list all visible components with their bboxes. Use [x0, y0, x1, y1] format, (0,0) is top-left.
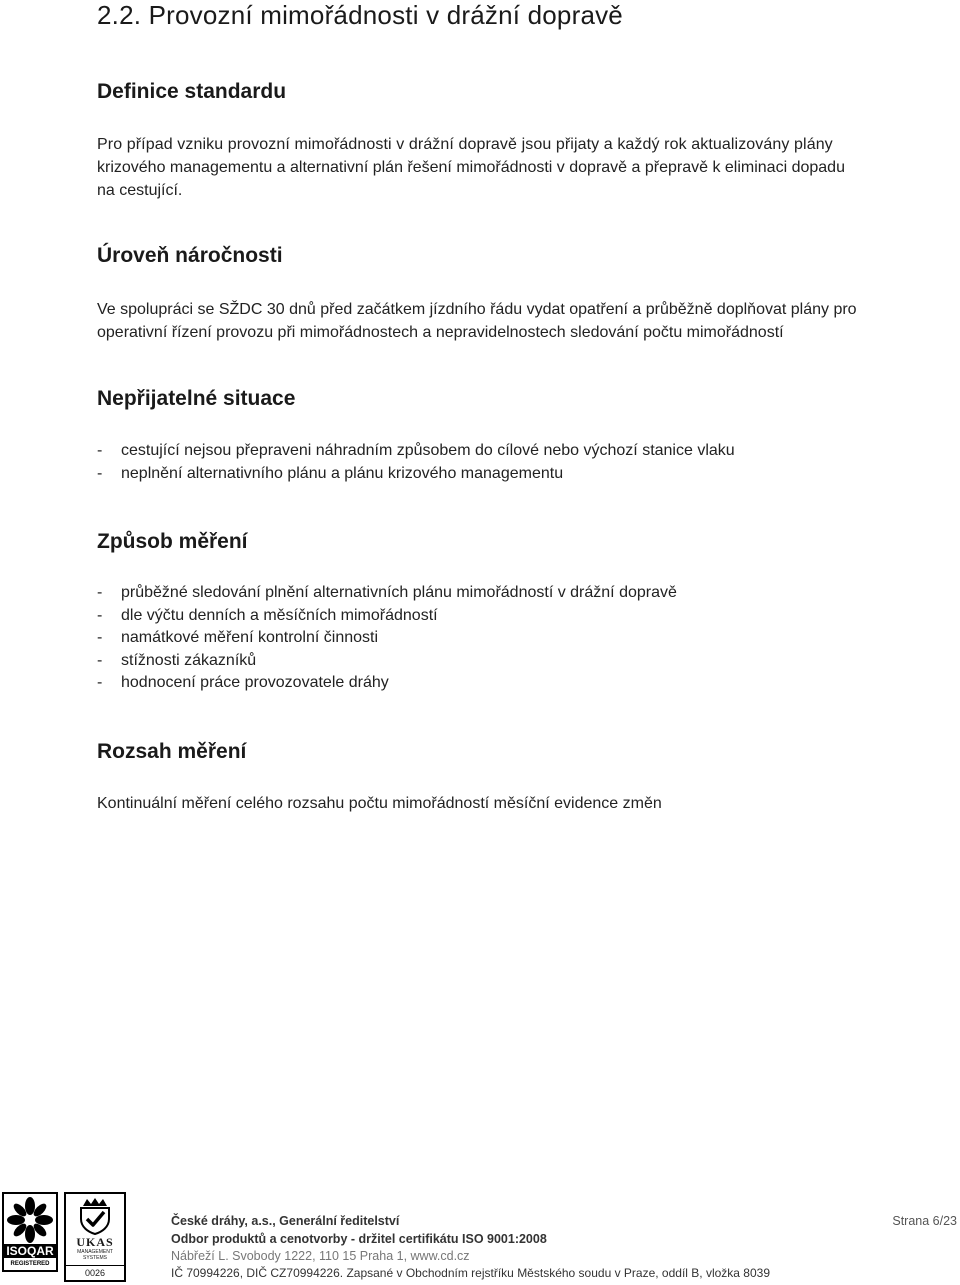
page-title: 2.2. Provozní mimořádnosti v drážní dopravě	[97, 0, 623, 30]
section-heading-definice: Definice standardu	[97, 80, 287, 103]
list-item: - dle výčtu denních a měsíčních mimořádností	[97, 606, 438, 624]
list-item: - hodnocení práce provozovatele dráhy	[97, 674, 389, 692]
section-heading-rozsah: Rozsah měření	[97, 740, 247, 763]
list-item: - neplnění alternativního plánu a plánu krizového managementu	[97, 464, 564, 482]
list-item: - namátkové měření kontrolní činnosti	[97, 629, 379, 647]
page-number: Strana 6/23	[892, 1214, 957, 1228]
isoqar-logo	[2, 1192, 58, 1272]
isoqar-wordmark: ISOQAR	[4, 1244, 56, 1258]
footer-address: Nábřeží L. Svobody 1222, 110 15 Praha 1, www.cd.cz	[171, 1249, 470, 1263]
footer-registration: IČ 70994226, DIČ CZ70994226. Zapsané v Obchodním rejstříku Městského soudu v Praze, oddíl B, vložka 8039	[171, 1266, 770, 1280]
list-item: - průběžné sledování plnění alternativních plánu mimořádností v drážní dopravě	[97, 584, 677, 601]
ukas-crown-tick-icon	[78, 1197, 112, 1235]
section-heading-zpusob: Způsob měření	[97, 530, 248, 553]
ukas-wordmark: UKAS	[76, 1235, 114, 1249]
list-item: - stížnosti zákazníků	[97, 651, 257, 669]
paragraph-line: Ve spolupráci se SŽDC 30 dnů před začátkem jízdního řádu vydat opatření a průběžně doplňovat plány pro	[97, 301, 857, 318]
paragraph-line: Pro případ vzniku provozní mimořádnosti v drážní dopravě jsou přijaty a každý rok aktualizovány plány	[97, 136, 833, 153]
paragraph-line: na cestující.	[97, 182, 183, 199]
ukas-subtitle: MANAGEMENT SYSTEMS	[77, 1249, 113, 1261]
bullet-list-zpusob	[97, 582, 677, 695]
isoqar-registered-label: REGISTERED	[10, 1261, 50, 1267]
paragraph-line: Kontinuální měření celého rozsahu počtu mimořádností měsíční evidence změn	[97, 795, 662, 812]
ukas-logo	[64, 1192, 126, 1282]
ukas-number: 0026	[66, 1265, 124, 1280]
paragraph-line: operativní řízení provozu při mimořádnostech a nepravidelnostech sledování počtu mimořádností	[97, 324, 784, 341]
footer-company: České dráhy, a.s., Generální ředitelství	[171, 1214, 400, 1228]
section-heading-neprijatelne: Nepřijatelné situace	[97, 387, 296, 410]
footer-department: Odbor produktů a cenotvorby - držitel certifikátu ISO 9001:2008	[171, 1232, 547, 1246]
bullet-list-neprijatelne	[97, 440, 735, 485]
isoqar-flower-icon	[7, 1197, 53, 1243]
list-item: - cestující nejsou přepraveni náhradním způsobem do cílové nebo výchozí stanice vlaku	[97, 442, 735, 459]
paragraph-line: krizového managementu a alternativní plán řešení mimořádnosti v dopravě a přepravě k eliminaci dopadu	[97, 159, 845, 176]
section-heading-uroven: Úroveň náročnosti	[97, 244, 283, 267]
